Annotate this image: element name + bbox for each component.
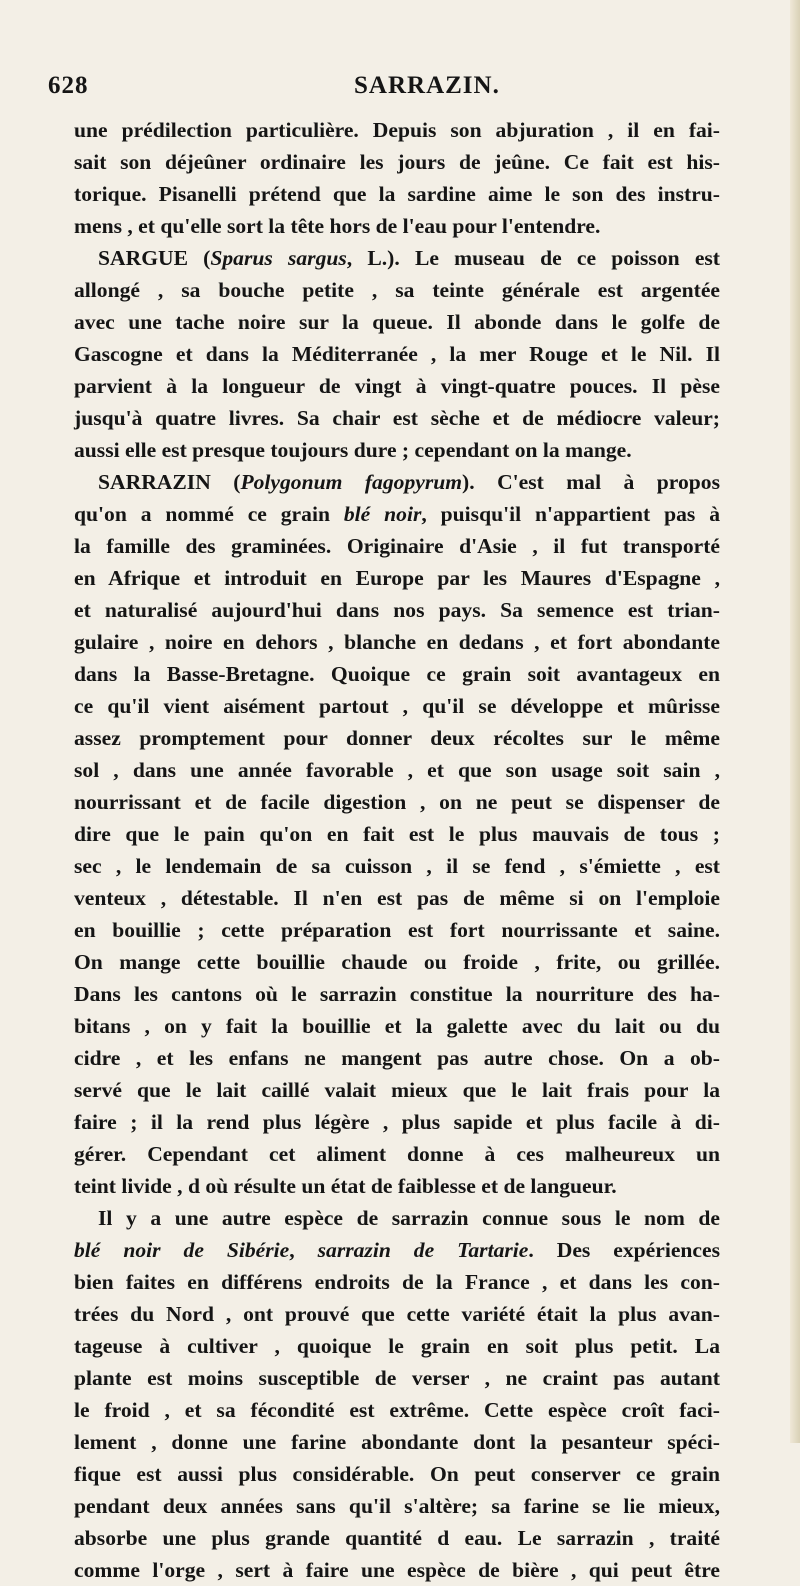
text-line: lement , donne une farine abondante dont la pesanteur spéci-: [74, 1430, 720, 1454]
text-line: On mange cette bouillie chaude ou froide , frite, ou grillée.: [74, 950, 720, 974]
text-line: bitans , on y fait la bouillie et la galette avec du lait ou du: [74, 1014, 720, 1038]
text-line: sait son déjeûner ordinaire les jours de jeûne. Ce fait est his-: [74, 150, 720, 174]
latin-name: Polygonum fagopyrum: [240, 470, 463, 494]
text-line: allongé , sa bouche petite , sa teinte générale est argentée: [74, 278, 720, 302]
text-line: gulaire , noire en dehors , blanche en dedans , et fort abondante: [74, 630, 720, 654]
text-line: fique est aussi plus considérable. On peut conserver ce grain: [74, 1462, 720, 1486]
text-line: dans la Basse-Bretagne. Quoique ce grain soit avantageux en: [74, 662, 720, 686]
entry-heading-sarrazin: SARRAZIN (Polygonum fagopyrum). C'est mal à propos: [98, 470, 720, 494]
entry-heading-sargue: SARGUE (Sparus sargus, L.). Le museau de ce poisson est: [98, 246, 720, 270]
text-line: plante est moins susceptible de verser , ne craint pas autant: [74, 1366, 720, 1390]
text-line: sec , le lendemain de sa cuisson , il se fend , s'émiette , est: [74, 854, 720, 878]
text-line: venteux , détestable. Il n'en est pas de même si on l'emploie: [74, 886, 720, 910]
text-line: gérer. Cependant cet aliment donne à ces malheureux un: [74, 1142, 720, 1166]
text-line: Dans les cantons où le sarrazin constitue la nourriture des ha-: [74, 982, 720, 1006]
running-title: SARRAZIN.: [354, 72, 500, 99]
page-number: 628: [48, 72, 89, 99]
text-line: blé noir de Sibérie, sarrazin de Tartarie. Des expériences: [74, 1238, 720, 1262]
text-line: dire que le pain qu'on en fait est le plus mauvais de tous ;: [74, 822, 720, 846]
entry-term: SARGUE: [98, 246, 188, 270]
text-line: la famille des graminées. Originaire d'Asie , il fut transporté: [74, 534, 720, 558]
text-line: teint livide , d où résulte un état de faiblesse et de langueur.: [74, 1174, 617, 1198]
page-edge: [790, 0, 800, 1443]
text-line: tageuse à cultiver , quoique le grain en soit plus petit. La: [74, 1334, 720, 1358]
text-line: mens , et qu'elle sort la tête hors de l'eau pour l'entendre.: [74, 214, 601, 238]
text-line: trées du Nord , ont prouvé que cette variété était la plus avan-: [74, 1302, 720, 1326]
text-line: cidre , et les enfans ne mangent pas autre chose. On a ob-: [74, 1046, 720, 1070]
text-line: comme l'orge , sert à faire une espèce de bière , qui peut être: [74, 1558, 720, 1582]
text-line: pendant deux années sans qu'il s'altère; sa farine se lie mieux,: [74, 1494, 720, 1518]
text-line: qu'on a nommé ce grain blé noir, puisqu'il n'appartient pas à: [74, 502, 720, 526]
text-line: une prédilection particulière. Depuis son abjuration , il en fai-: [74, 118, 720, 142]
text-line: sol , dans une année favorable , et que son usage soit sain ,: [74, 758, 720, 782]
text-line: et naturalisé aujourd'hui dans nos pays. Sa semence est trian-: [74, 598, 720, 622]
text-line: Gascogne et dans la Méditerranée , la mer Rouge et le Nil. Il: [74, 342, 720, 366]
variety-name: sarrazin de Tartarie: [317, 1238, 529, 1262]
text-line: avec une tache noire sur la queue. Il abonde dans le golfe de: [74, 310, 720, 334]
latin-name: Sparus sargus: [210, 246, 347, 270]
text-line: Il y a une autre espèce de sarrazin connue sous le nom de: [98, 1206, 720, 1230]
text-line: aussi elle est presque toujours dure ; cependant on la mange.: [74, 438, 632, 462]
text-line: faire ; il la rend plus légère , plus sapide et plus facile à di-: [74, 1110, 720, 1134]
text-body: [74, 114, 720, 1586]
text-line: torique. Pisanelli prétend que la sardine aime le son des instru-: [74, 182, 720, 206]
page-header: [0, 72, 800, 106]
text-line: servé que le lait caillé valait mieux que le lait frais pour la: [74, 1078, 720, 1102]
text-line: bien faites en différens endroits de la France , et dans les con-: [74, 1270, 720, 1294]
text-line: absorbe une plus grande quantité d eau. Le sarrazin , traité: [74, 1526, 720, 1550]
text-line: nourrissant et de facile digestion , on ne peut se dispenser de: [74, 790, 720, 814]
variety-name: blé noir de Sibérie: [74, 1238, 290, 1262]
text-line: jusqu'à quatre livres. Sa chair est sèche et de médiocre valeur;: [74, 406, 720, 430]
text-line: parvient à la longueur de vingt à vingt-quatre pouces. Il pèse: [74, 374, 720, 398]
text-line: ce qu'il vient aisément partout , qu'il se développe et mûrisse: [74, 694, 720, 718]
text-line: le froid , et sa fécondité est extrême. Cette espèce croît faci-: [74, 1398, 720, 1422]
text-line: en Afrique et introduit en Europe par les Maures d'Espagne ,: [74, 566, 720, 590]
text-line: en bouillie ; cette préparation est fort nourrissante et saine.: [74, 918, 720, 942]
text-line: assez promptement pour donner deux récoltes sur le même: [74, 726, 720, 750]
entry-term: SARRAZIN: [98, 470, 211, 494]
